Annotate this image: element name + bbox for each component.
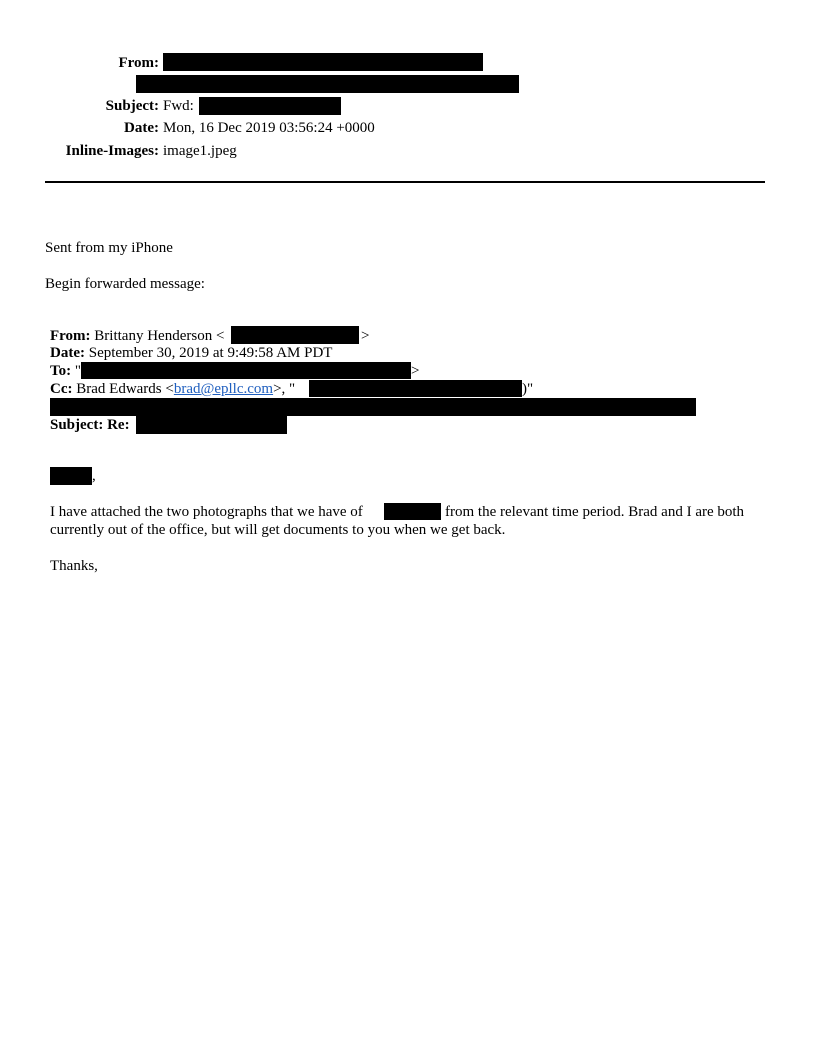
redacted-paragraph-name bbox=[384, 503, 441, 520]
fwd-subject-row bbox=[50, 416, 130, 434]
fwd-cc-label: Cc: bbox=[50, 381, 73, 397]
fwd-cc-row bbox=[50, 380, 295, 398]
paragraph-part1: I have attached the two photographs that we have of bbox=[50, 504, 363, 520]
paragraph-line2: currently out of the office, but will get documents to you when we get back. bbox=[50, 522, 506, 538]
redacted-fwd-subject bbox=[136, 416, 287, 434]
fwd-subject-label: Subject: Re: bbox=[50, 417, 130, 433]
greeting-comma: , bbox=[92, 468, 96, 484]
redacted-from bbox=[163, 53, 483, 71]
cc-email-link[interactable]: brad@epllc.com bbox=[173, 381, 274, 397]
redacted-fwd-cc bbox=[309, 380, 522, 397]
fwd-to-label: To: bbox=[50, 363, 72, 379]
fwd-to-close: > bbox=[411, 363, 420, 379]
fwd-cc-after-email: >, " bbox=[273, 381, 296, 397]
redacted-fwd-from-email bbox=[231, 326, 359, 344]
fwd-from-close: > bbox=[361, 328, 370, 344]
fwd-date-value: September 30, 2019 at 9:49:58 AM PDT bbox=[88, 345, 333, 361]
paragraph-part2: from the relevant time period. Brad and I are both bbox=[445, 504, 745, 520]
fwd-from-value: Brittany Henderson < bbox=[94, 328, 225, 344]
redacted-fwd-to bbox=[81, 362, 411, 379]
fwd-date-label: Date: bbox=[50, 345, 85, 361]
header-divider bbox=[45, 181, 765, 183]
redacted-from-line2 bbox=[136, 75, 519, 93]
begin-forwarded-line: Begin forwarded message: bbox=[45, 276, 205, 292]
fwd-from-label: From: bbox=[50, 328, 91, 344]
redacted-greeting-name bbox=[50, 467, 92, 485]
fwd-date-row bbox=[50, 344, 332, 362]
subject-label: Subject: bbox=[105, 98, 159, 114]
date-label: Date: bbox=[124, 120, 159, 136]
from-label: From: bbox=[118, 55, 159, 71]
closing: Thanks, bbox=[50, 558, 98, 574]
inline-images-label: Inline-Images: bbox=[65, 143, 159, 159]
inline-images-value: image1.jpeg bbox=[163, 143, 237, 159]
fwd-from-row bbox=[50, 327, 224, 345]
sent-from-line: Sent from my iPhone bbox=[45, 240, 173, 256]
fwd-to-open: " bbox=[74, 363, 81, 379]
redacted-subject bbox=[199, 97, 341, 115]
date-value: Mon, 16 Dec 2019 03:56:24 +0000 bbox=[163, 120, 375, 136]
redacted-fwd-cc-line2 bbox=[50, 398, 696, 416]
fwd-cc-name: Brad Edwards < bbox=[76, 381, 174, 397]
fwd-to-row bbox=[50, 362, 81, 380]
subject-value: Fwd: bbox=[163, 98, 194, 114]
fwd-cc-close: )" bbox=[522, 381, 534, 397]
